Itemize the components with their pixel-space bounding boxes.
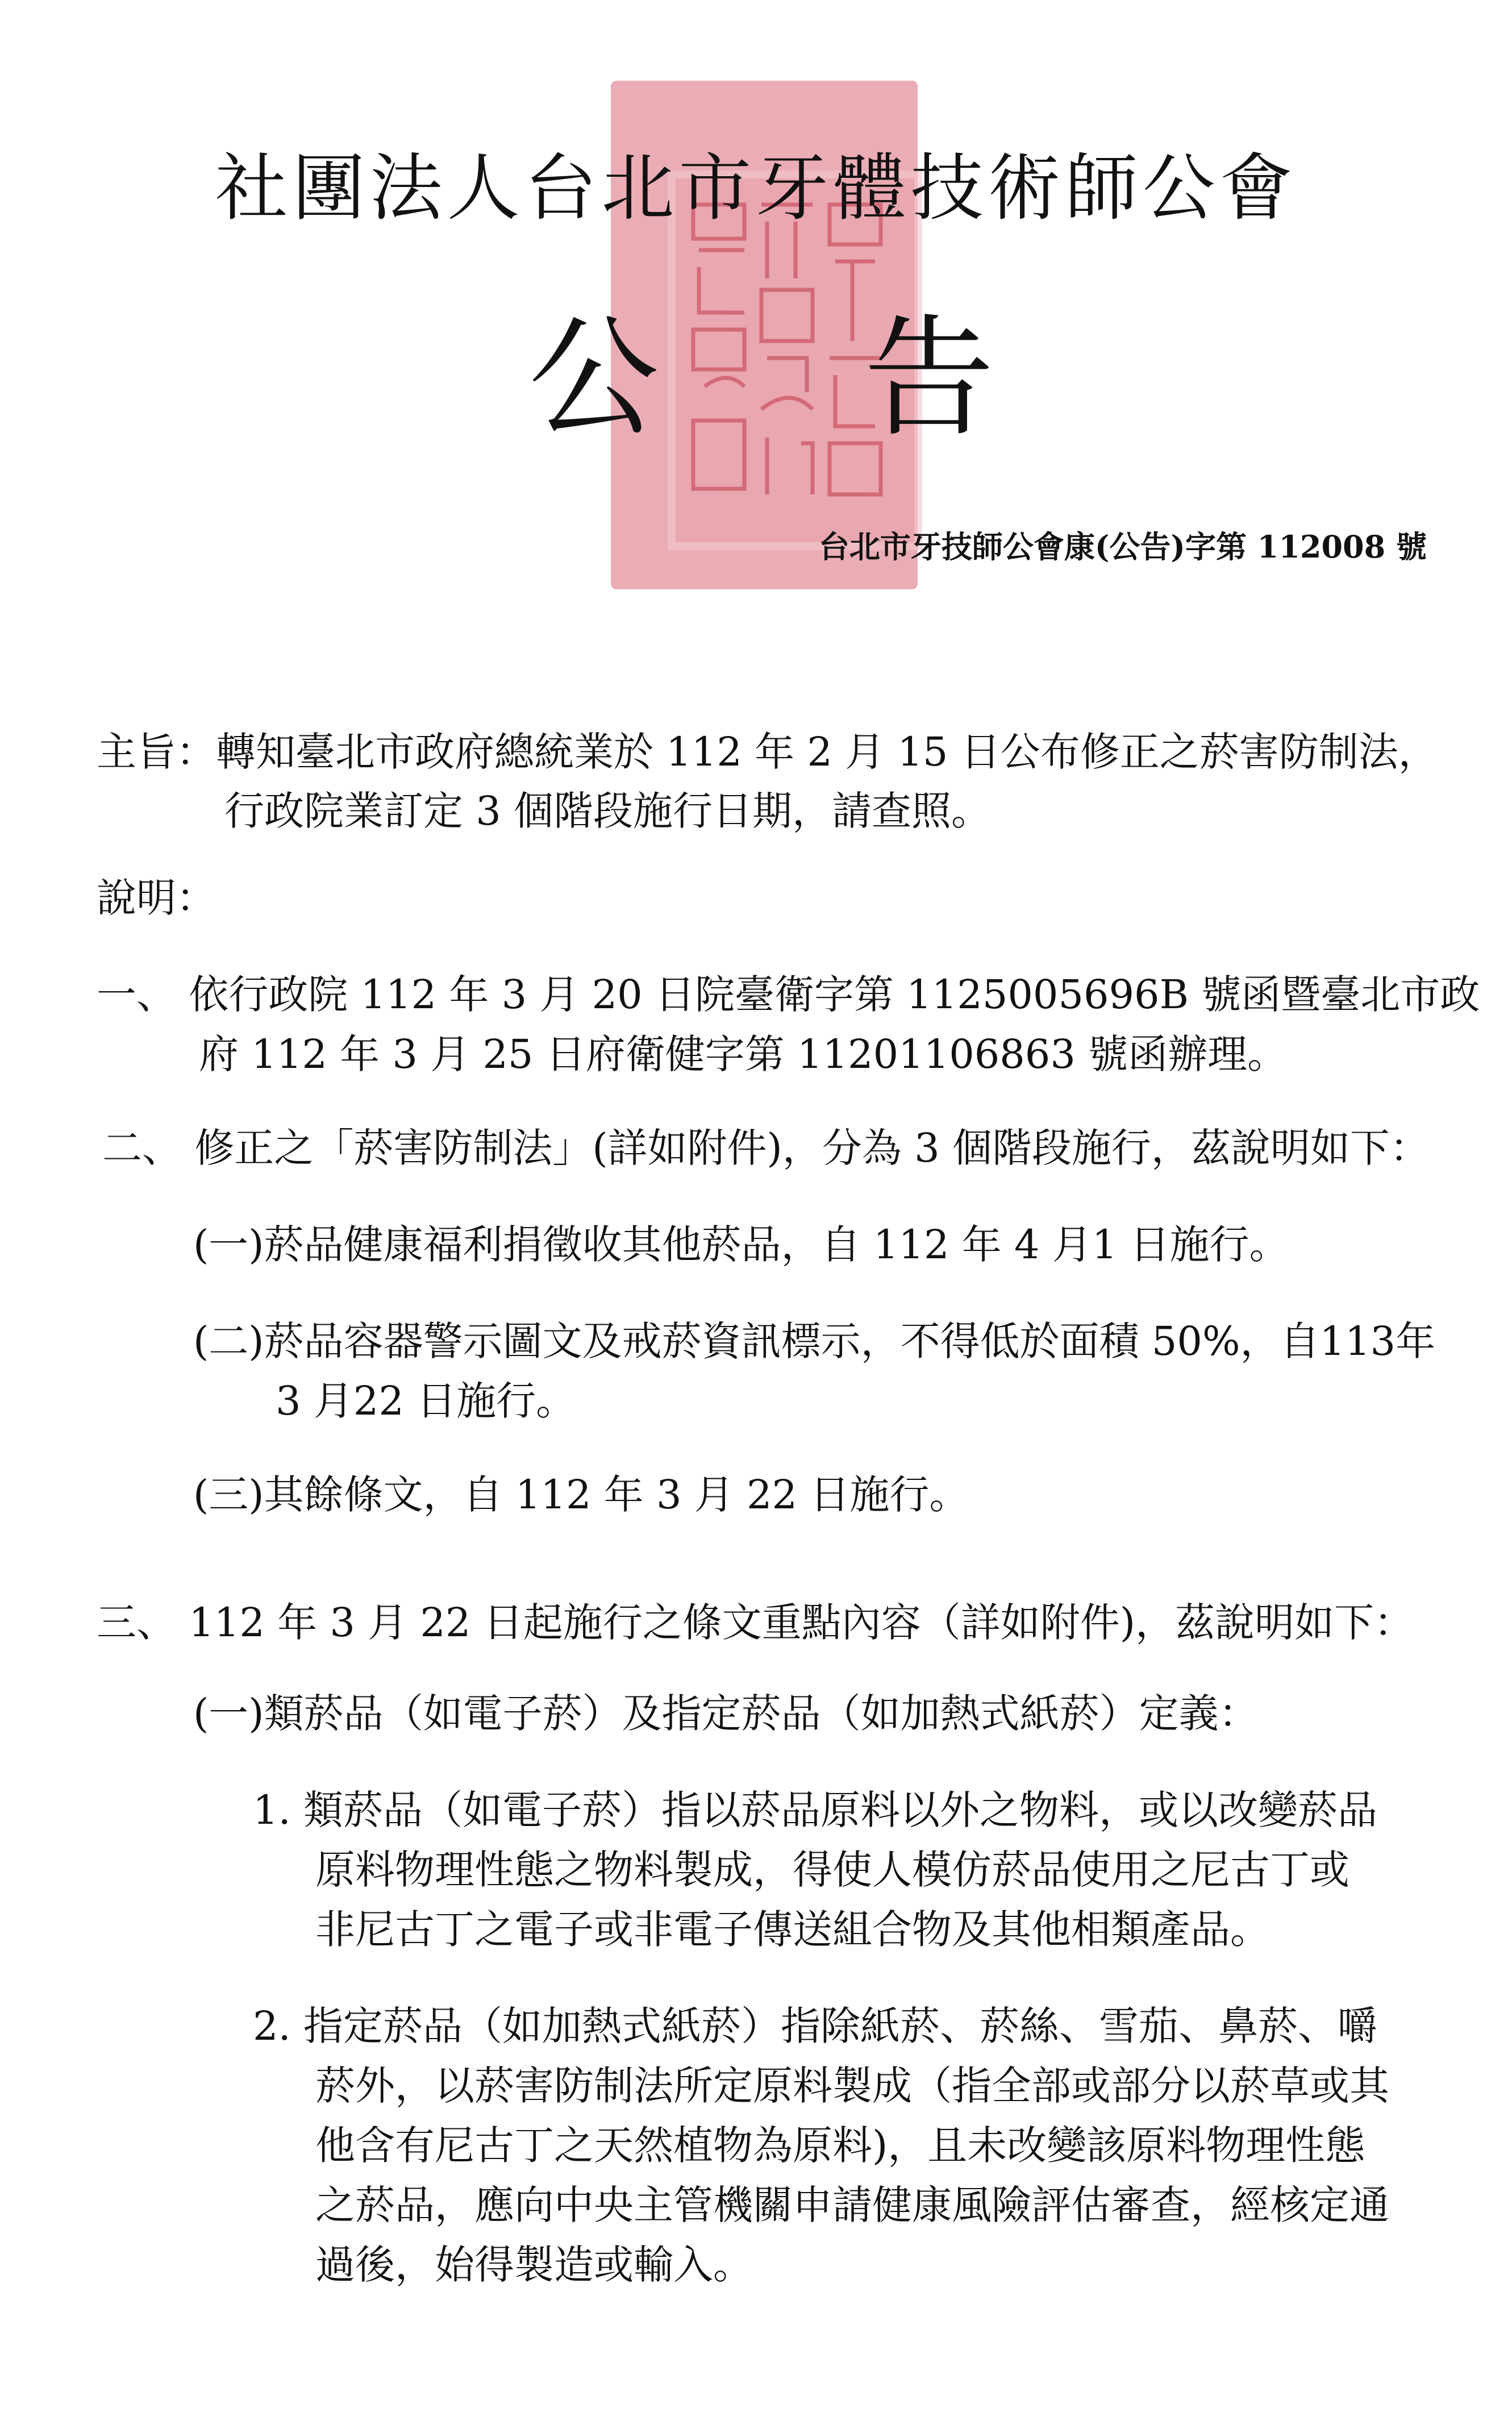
item-1-line-2: 府 112 年 3 月 25 日府衛健字第 11201106863 號函辦理。 xyxy=(199,1031,1288,1078)
point-1-line-2: 原料物理性態之物料製成，得使人模仿菸品使用之尼古丁或 xyxy=(315,1846,1349,1893)
announcement-title-right: 告 xyxy=(864,303,995,455)
item-2-sub-2-line-1: (二)菸品容器警示圖文及戒菸資訊標示，不得低於面積 50%，自113年 xyxy=(193,1318,1436,1365)
point-2-line-3: 他含有尼古丁之天然植物為原料)，且未改變該原料物理性態 xyxy=(315,2122,1365,2169)
explanation-label: 說明： xyxy=(97,875,216,921)
seal-script-pattern xyxy=(682,193,892,511)
item-1-line-1: 一、 依行政院 112 年 3 月 20 日院臺衛字第 1125005696B 號函暨臺北市政 xyxy=(97,971,1480,1018)
item-3-sub-1: (一)類菸品（如電子菸）及指定菸品（如加熱式紙菸）定義： xyxy=(193,1690,1259,1737)
item-2-line-1: 二、 修正之「菸害防制法」(詳如附件)，分為 3 個階段施行，茲說明如下： xyxy=(102,1125,1430,1171)
point-2-line-1: 2. 指定菸品（如加熱式紙菸）指除紙菸、菸絲、雪茄、鼻菸、嚼 xyxy=(253,2003,1378,2049)
item-2-sub-2-line-2: 3 月22 日施行。 xyxy=(276,1378,576,1424)
document-number: 台北市牙技師公會康(公告)字第 112008 號 xyxy=(818,529,1427,565)
point-1-line-3: 非尼古丁之電子或非電子傳送組合物及其他相類產品。 xyxy=(315,1906,1270,1953)
point-2-line-5: 過後，始得製造或輸入。 xyxy=(315,2241,753,2288)
item-2-sub-3: (三)其餘條文，自 112 年 3 月 22 日施行。 xyxy=(193,1471,969,1518)
organization-name: 社團法人台北市牙體技術師公會 xyxy=(215,146,1297,231)
subject-line-1: 主旨：轉知臺北市政府總統業於 112 年 2 月 15 日公布修正之菸害防制法， xyxy=(97,729,1438,775)
item-2-sub-1: (一)菸品健康福利捐徵收其他菸品，自 112 年 4 月1 日施行。 xyxy=(193,1221,1289,1268)
announcement-title-left: 公 xyxy=(528,303,660,455)
point-2-line-2: 菸外，以菸害防制法所定原料製成（指全部或部分以菸草或其 xyxy=(315,2062,1389,2109)
point-1-line-1: 1. 類菸品（如電子菸）指以菸品原料以外之物料，或以改變菸品 xyxy=(253,1787,1378,1833)
point-2-line-4: 之菸品，應向中央主管機關申請健康風險評估審查，經核定通 xyxy=(315,2182,1389,2228)
item-3-line-1: 三、 112 年 3 月 22 日起施行之條文重點內容（詳如附件)，茲說明如下： xyxy=(97,1599,1414,1646)
subject-line-2: 行政院業訂定 3 個階段施行日期，請查照。 xyxy=(224,788,992,834)
